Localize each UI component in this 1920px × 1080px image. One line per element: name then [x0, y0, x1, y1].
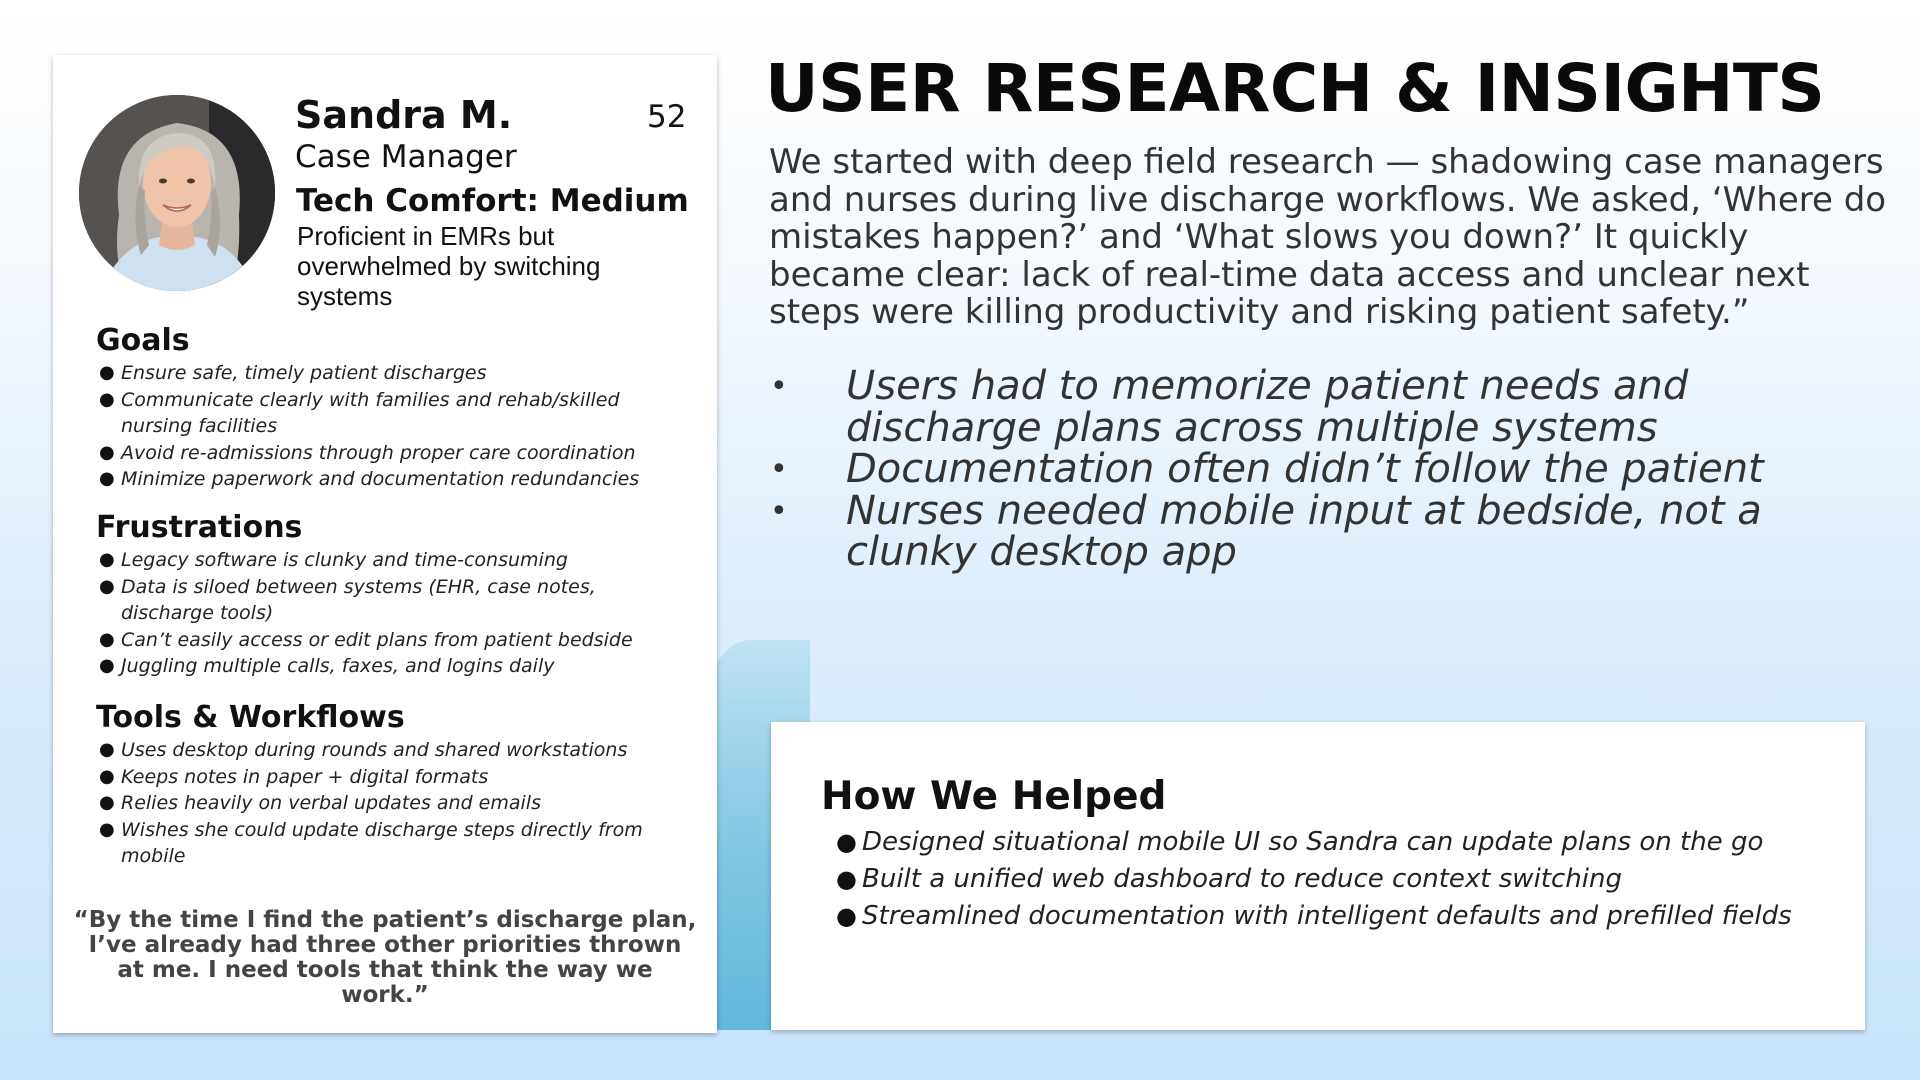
list-item: ● Juggling multiple calls, faxes, and logins daily [121, 653, 681, 680]
how-we-helped-card [771, 722, 1865, 1030]
bullet-icon: ● [99, 655, 115, 676]
bullet-icon: ● [99, 549, 115, 570]
list-item: ● Avoid re-admissions through proper care coordination [121, 440, 681, 467]
list-item: ● Uses desktop during rounds and shared workstations [121, 737, 681, 764]
goals-list [99, 360, 681, 493]
list-item: • Documentation often didn’t follow the patient [770, 446, 1764, 492]
list-item: ● Legacy software is clunky and time-consuming [121, 547, 681, 574]
list-item: ● Ensure safe, timely patient discharges [121, 360, 681, 387]
how-we-helped-list [836, 824, 1842, 935]
bullet-icon: • [770, 369, 788, 404]
insights-list [770, 363, 1890, 575]
list-item: ● Communicate clearly with families and rehab/skilled nursing facilities [99, 388, 620, 437]
page-title: USER RESEARCH & INSIGHTS [765, 50, 1825, 127]
list-item: • Users had to memorize patient needs and discharge plans across multiple systems [770, 363, 1689, 451]
bullet-icon: ● [836, 828, 857, 856]
list-item: • Nurses needed mobile input at bedside, not a clunky desktop app [770, 487, 1762, 575]
frustrations-list [99, 547, 681, 680]
persona-age: 52 [647, 99, 687, 135]
how-we-helped-heading: How We Helped [821, 774, 1167, 819]
list-item: ● Data is siloed between systems (EHR, case notes, discharge tools) [99, 575, 596, 624]
bullet-icon: ● [99, 792, 115, 813]
bullet-icon: ● [99, 362, 115, 383]
tech-comfort-description: Proficient in EMRs but overwhelmed by switching systems [297, 221, 601, 311]
frustrations-heading: Frustrations [96, 510, 303, 545]
persona-quote: “By the time I find the patient’s discharge plan, I’ve already had three other priorities thrown at me. I need tools that think the way we work.” [73, 907, 697, 1008]
persona-name: Sandra M. [295, 93, 513, 137]
bullet-icon: ● [99, 468, 115, 489]
list-item: ● Designed situational mobile UI so Sandra can update plans on the go [862, 824, 1842, 861]
bullet-icon: • [770, 452, 788, 487]
bullet-icon: ● [99, 628, 115, 650]
bullet-icon: ● [99, 818, 115, 840]
persona-card [53, 55, 717, 1033]
list-item: ● Built a unified web dashboard to reduce context switching [862, 861, 1842, 898]
bullet-icon: ● [99, 441, 115, 463]
list-item: ● Streamlined documentation with intelligent defaults and prefilled fields [862, 898, 1842, 935]
list-item: ● Wishes she could update discharge steps directly from mobile [99, 818, 643, 867]
persona-role: Case Manager [295, 139, 517, 175]
list-item: ● Keeps notes in paper + digital formats [121, 764, 681, 791]
tools-heading: Tools & Workflows [96, 700, 405, 735]
research-intro: We started with deep field research — shadowing case managers and nurses during live discharge workflows. We asked, ‘Where do mistakes happen?’ and ‘What slows you down?’ It quickly became clear: lack of real-time data access and unclear next steps were killing productivity and risking patient safety.” [769, 142, 1887, 332]
persona-avatar [79, 95, 275, 291]
bullet-icon: ● [99, 765, 115, 787]
bullet-icon: ● [99, 388, 115, 410]
tech-comfort-heading: Tech Comfort: Medium [296, 183, 689, 219]
list-item: ● Minimize paperwork and documentation redundancies [121, 466, 681, 493]
list-item: ● Can’t easily access or edit plans from patient bedside [121, 627, 681, 654]
bullet-icon: ● [836, 902, 857, 930]
bullet-icon: • [770, 493, 788, 529]
bullet-icon: ● [99, 739, 115, 760]
tools-list [99, 737, 681, 870]
list-item: ● Relies heavily on verbal updates and emails [121, 790, 681, 817]
bullet-icon: ● [836, 865, 857, 893]
bullet-icon: ● [99, 575, 115, 597]
goals-heading: Goals [96, 323, 190, 358]
